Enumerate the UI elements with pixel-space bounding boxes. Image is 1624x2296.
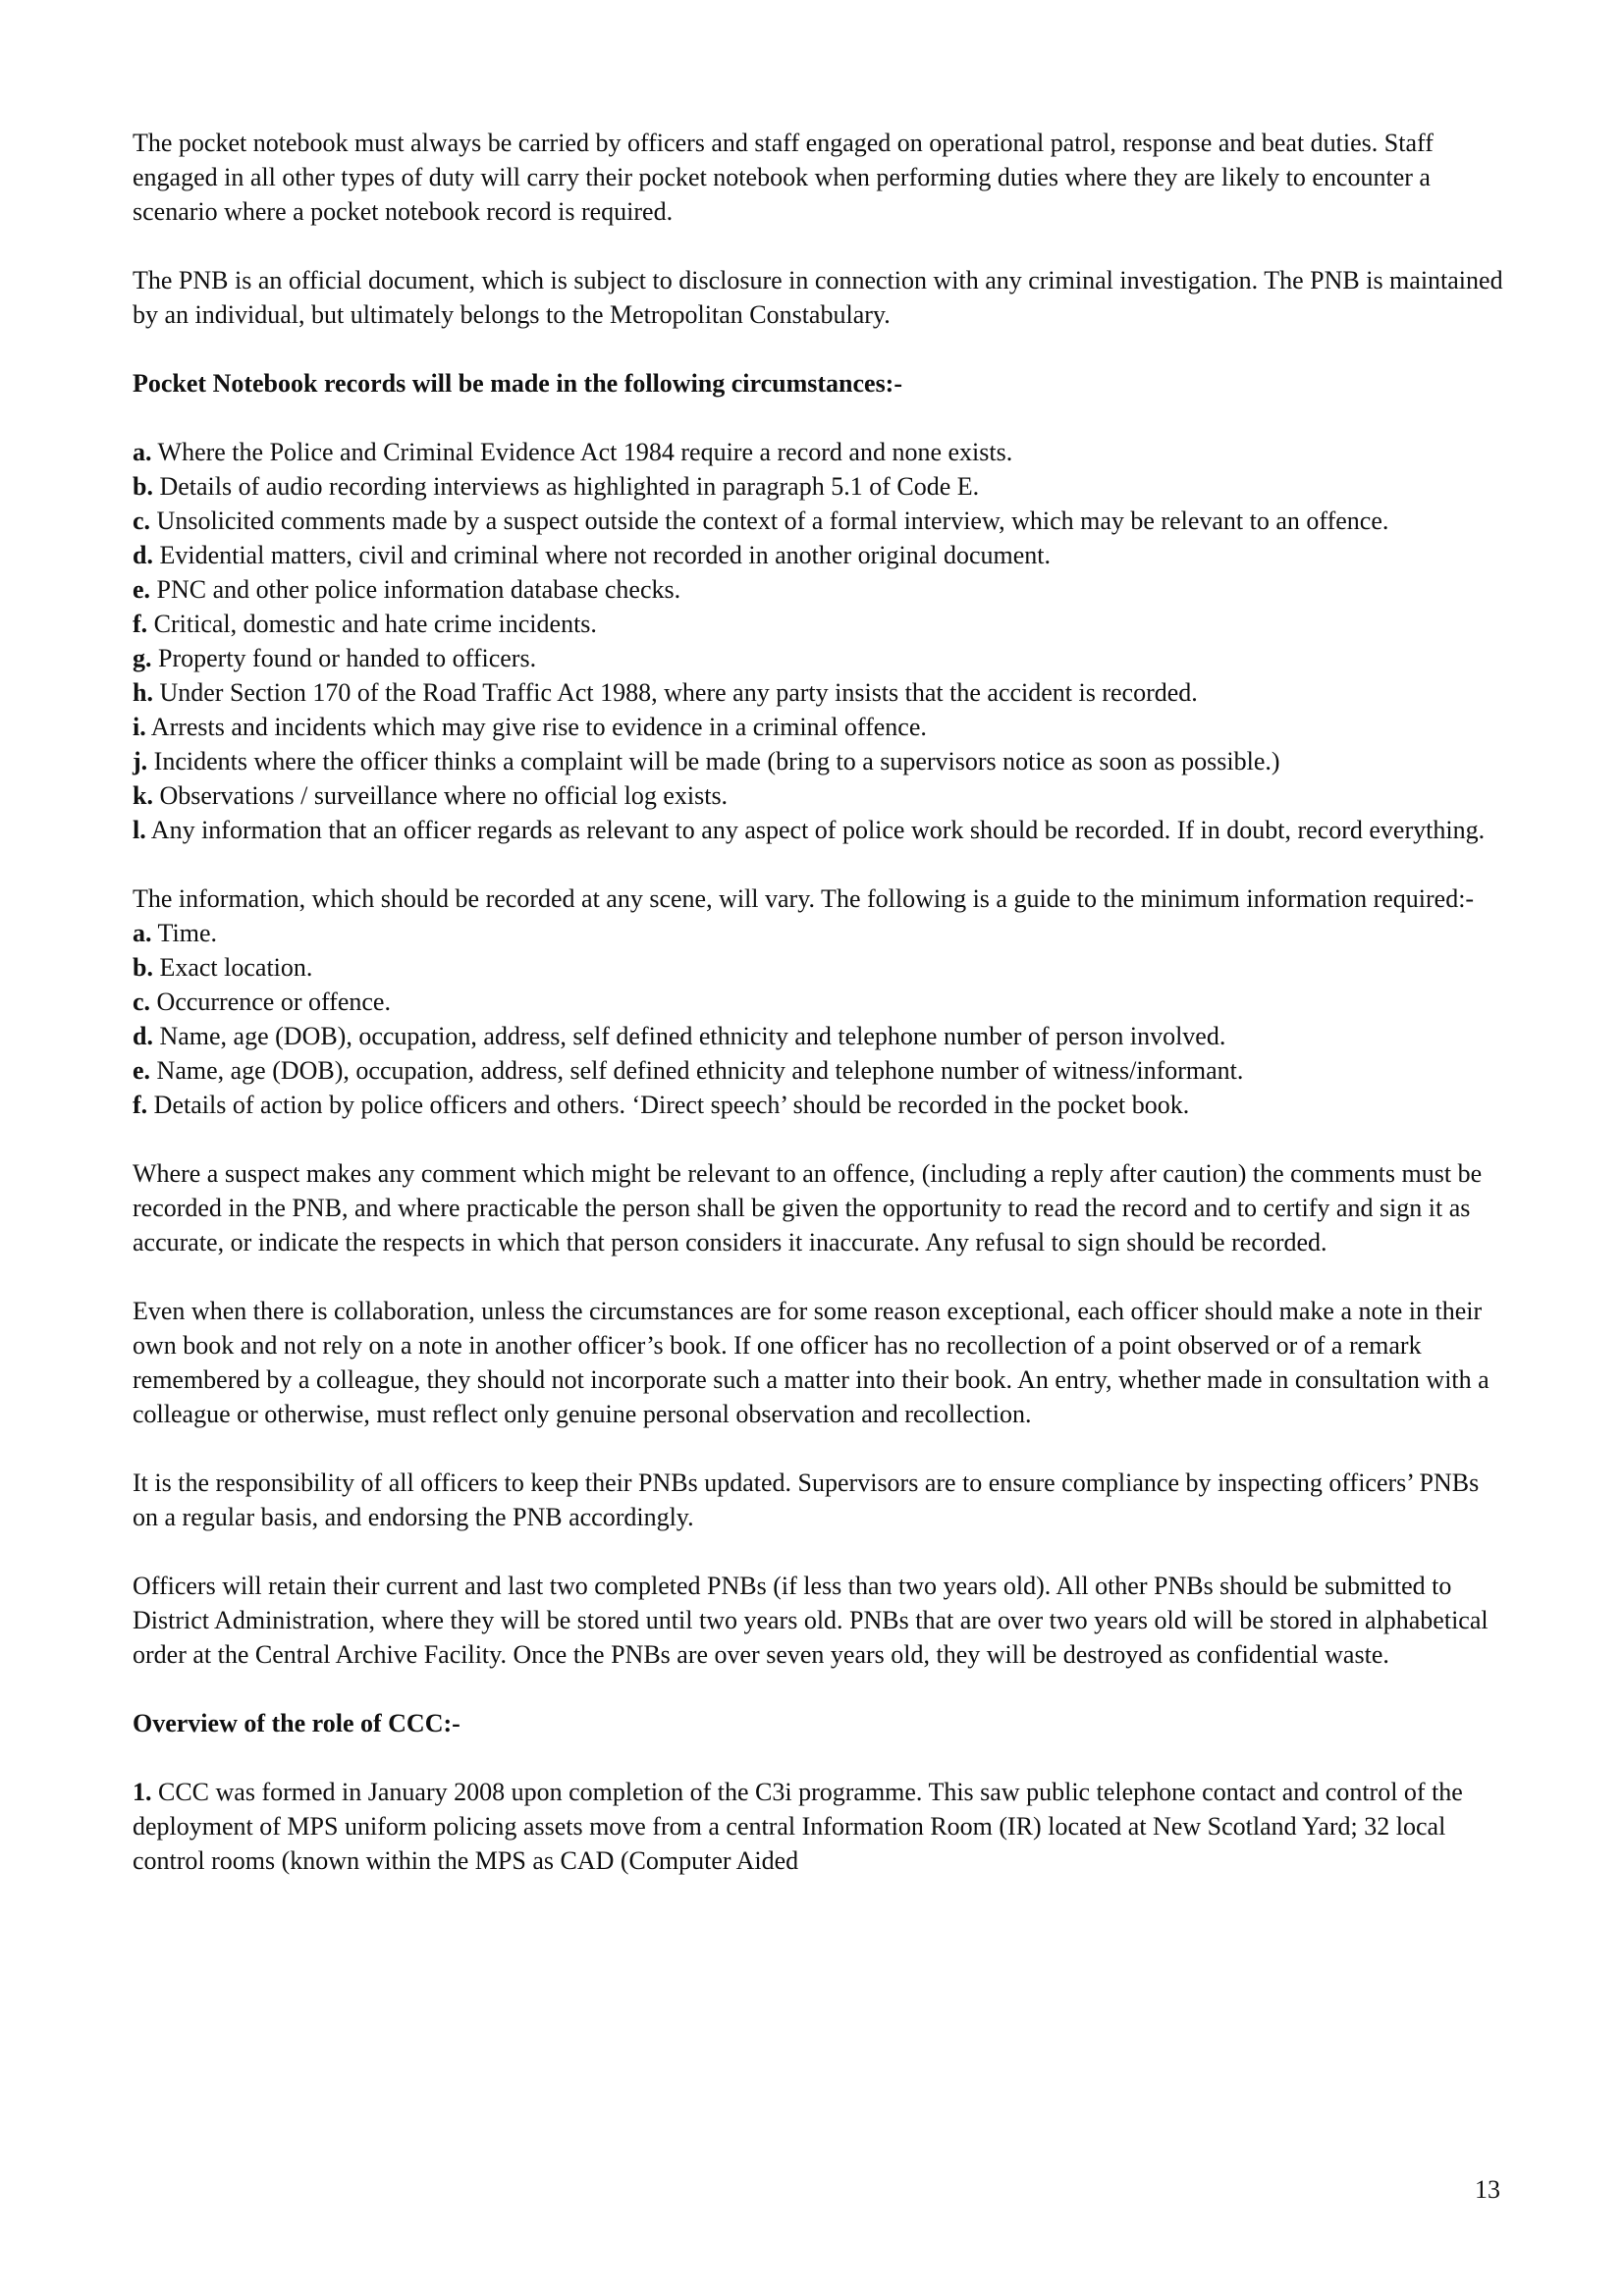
list-text: Any information that an officer regards as relevant to any aspect of police work should be recorded. If in doubt, record everything. [145,816,1486,844]
list-text: Name, age (DOB), occupation, address, self defined ethnicity and telephone number of witness/informant. [150,1056,1244,1085]
paragraph-responsibility: It is the responsibility of all officers to keep their PNBs updated. Supervisors are to ensure compliance by inspecting officers’ PNBs on a regular basis, and endorsing the PNB accordingly. [133,1468,1480,1531]
list-item [133,813,1507,847]
list-marker: l. [133,816,146,844]
list-text: Name, age (DOB), occupation, address, self defined ethnicity and telephone number of person involved. [152,1022,1226,1050]
list-marker: a. [133,919,152,947]
list-marker: d. [133,1022,153,1050]
list-item [133,778,1507,813]
list-marker: e. [133,1056,151,1085]
list-marker: g. [133,644,152,672]
list-marker: i. [133,713,146,741]
list-marker: k. [133,781,153,810]
list-marker: h. [133,678,153,707]
list-text: Details of audio recording interviews as highlighted in paragraph 5.1 of Code E. [152,472,980,501]
list-text: Where the Police and Criminal Evidence Act 1984 require a record and none exists. [151,438,1013,466]
list-item [133,1775,1507,1878]
list-item [133,469,1507,504]
list-item [133,710,1507,744]
spacer [133,1740,1507,1775]
list-item [133,1088,1507,1122]
list-text: Under Section 170 of the Road Traffic Act 1988, where any party insists that the accident is recorded. [152,678,1198,707]
paragraph-carrying-notebook: The pocket notebook must always be carried by officers and staff engaged on operational patrol, response and beat duties. Staff engaged in all other types of duty will carry their pocket notebook when performing duties where they are likely to encounter a scenario where a pocket notebook record is required. [133,129,1434,226]
spacer [133,332,1507,366]
list-item [133,950,1507,985]
spacer [133,1431,1507,1466]
list-text: Property found or handed to officers. [151,644,537,672]
list-item [133,1053,1507,1088]
list-item [133,985,1507,1019]
list-text: Evidential matters, civil and criminal where not recorded in another original document. [152,541,1051,569]
paragraph-retention: Officers will retain their current and last two completed PNBs (if less than two years old). All other PNBs should be submitted to District Administration, where they will be stored until two years old. PNBs that are over two years old will be stored in alphabetical order at the Central Archive Facility. Once the PNBs are over seven years old, they will be destroyed as confidential waste. [133,1572,1489,1669]
list-marker: 1. [133,1778,152,1806]
paragraph-official-document: The PNB is an official document, which is subject to disclosure in connection with any criminal investigation. The PNB is maintained by an individual, but ultimately belongs to the Metropolitan Constabulary. [133,266,1503,329]
list-item [133,607,1507,641]
spacer [133,1122,1507,1156]
list-item [133,744,1507,778]
list-marker: c. [133,507,151,535]
list-text: Arrests and incidents which may give rise to evidence in a criminal offence. [145,713,927,741]
list-marker: e. [133,575,151,604]
circumstances-list [133,435,1507,847]
spacer [133,229,1507,263]
list-item [133,572,1507,607]
list-marker: f. [133,1091,148,1119]
page-number: 13 [1475,2175,1500,2204]
list-marker: b. [133,472,153,501]
list-marker: d. [133,541,153,569]
heading-ccc-overview: Overview of the role of CCC:- [133,1709,460,1737]
list-text: Observations / surveillance where no official log exists. [152,781,729,810]
document-page [133,126,1507,1878]
list-text: Time. [151,919,217,947]
spacer [133,1534,1507,1569]
list-marker: c. [133,988,151,1016]
spacer [133,847,1507,881]
list-item [133,675,1507,710]
list-text: Exact location. [152,953,313,982]
paragraph-minimum-information: The information, which should be recorded at any scene, will vary. The following is a guide to the minimum information required:- [133,884,1475,913]
list-marker: b. [133,953,153,982]
list-item [133,1019,1507,1053]
list-text: PNC and other police information database checks. [150,575,681,604]
list-item [133,435,1507,469]
heading-circumstances: Pocket Notebook records will be made in the following circumstances:- [133,369,902,398]
list-marker: f. [133,610,148,638]
list-text: Critical, domestic and hate crime incidents. [147,610,597,638]
list-item [133,504,1507,538]
paragraph-collaboration: Even when there is collaboration, unless the circumstances are for some reason exceptional, each officer should make a note in their own book and not rely on a note in another officer’s book. If one officer has no recollection of a point observed or of a remark remembered by a colleague, they should not incorporate such a matter into their book. An entry, whether made in consultation with a colleague or otherwise, must reflect only genuine personal observation and recollection. [133,1297,1489,1428]
list-text: Incidents where the officer thinks a complaint will be made (bring to a supervisors notice as soon as possible.) [147,747,1280,775]
list-marker: j. [133,747,148,775]
list-marker: a. [133,438,152,466]
list-text: CCC was formed in January 2008 upon completion of the C3i programme. This saw public telephone contact and control of the deployment of MPS uniform policing assets move from a central Information Room (IR) located at New Scotland Yard; 32 local control rooms (known within the MPS as CAD (Computer Aided [133,1778,1463,1875]
list-text: Details of action by police officers and others. ‘Direct speech’ should be recorded in the pocket book. [147,1091,1190,1119]
list-text: Occurrence or offence. [150,988,391,1016]
spacer [133,400,1507,435]
list-item [133,916,1507,950]
minimum-info-list [133,916,1507,1122]
list-text: Unsolicited comments made by a suspect outside the context of a formal interview, which may be relevant to an offence. [150,507,1389,535]
paragraph-suspect-comments: Where a suspect makes any comment which might be relevant to an offence, (including a reply after caution) the comments must be recorded in the PNB, and where practicable the person shall be given the opportunity to read the record and to certify and sign it as accurate, or indicate the respects in which that person considers it inaccurate. Any refusal to sign should be recorded. [133,1159,1483,1256]
list-item [133,641,1507,675]
ccc-list [133,1775,1507,1878]
spacer [133,1672,1507,1706]
list-item [133,538,1507,572]
spacer [133,1259,1507,1294]
